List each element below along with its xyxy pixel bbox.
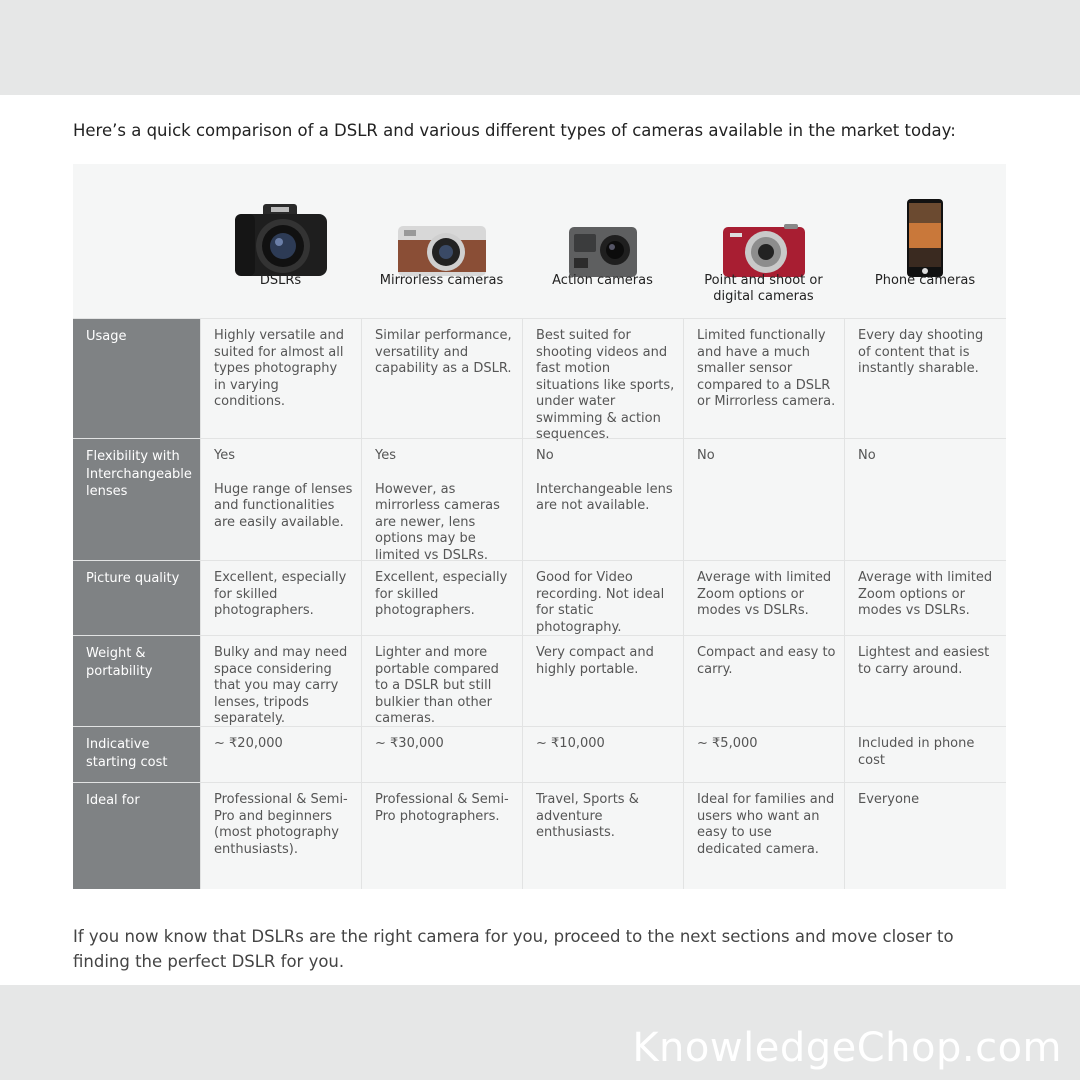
cell-text: Travel, Sports & adventure enthusiasts. (536, 792, 639, 840)
outro-text: If you now know that DSLRs are the right camera for you, proceed to the next sections and move closer to finding the perfect DSLR for you. (73, 927, 954, 971)
top-band (0, 0, 1080, 95)
column-header-action (522, 164, 683, 318)
cell-text: Best suited for shooting videos and fast motion situations like sports, under water swimming & action sequences. (536, 328, 675, 442)
table-cell (361, 783, 522, 889)
column-label: Action cameras (552, 273, 653, 288)
row-label: Picture quality (73, 561, 200, 635)
cell-text: Everyone (858, 792, 920, 807)
mirrorless-camera-icon (396, 222, 488, 278)
table-row-weight (73, 635, 1006, 726)
table-cell (683, 319, 844, 438)
cell-text: ~ ₹20,000 (214, 736, 283, 751)
column-label: DSLRs (259, 273, 302, 288)
cell-text: ~ ₹5,000 (697, 736, 758, 751)
table-cell (683, 561, 844, 635)
cell-text: Similar performance, versatility and capability as a DSLR. (375, 328, 512, 376)
cell-text: Excellent, especially for skilled photographers. (214, 570, 347, 618)
table-cell (522, 439, 683, 560)
point-and-shoot-camera-icon (722, 224, 806, 278)
cell-text: Yes (375, 448, 396, 463)
column-label: Point and shoot or digital cameras (704, 273, 823, 304)
table-cell (844, 727, 1006, 782)
cell-text: Professional & Semi-Pro and beginners (most photography enthusiasts). (214, 792, 348, 857)
article-content (0, 95, 1080, 985)
cell-text: Yes (214, 448, 235, 463)
table-cell (522, 636, 683, 726)
dslr-camera-icon (233, 202, 329, 278)
table-cell (200, 319, 361, 438)
table-cell (522, 561, 683, 635)
column-header-dslr (200, 164, 361, 318)
table-cell (200, 727, 361, 782)
table-cell (683, 439, 844, 560)
action-camera-icon (568, 226, 638, 278)
cell-text: Every day shooting of content that is instantly sharable. (858, 328, 984, 376)
table-cell (844, 561, 1006, 635)
cell-text: Interchangeable lens are not available. (536, 481, 673, 513)
table-row-usage (73, 318, 1006, 442)
cell-text: ~ ₹30,000 (375, 736, 444, 751)
table-cell (522, 319, 683, 442)
cell-text: Excellent, especially for skilled photographers. (375, 570, 508, 618)
column-label: Phone cameras (874, 273, 976, 288)
table-cell (683, 636, 844, 726)
table-cell (844, 439, 1006, 560)
column-header-point-and-shoot (683, 164, 844, 318)
table-cell (522, 783, 683, 889)
table-cell (683, 783, 844, 889)
table-cell (844, 783, 1006, 889)
row-label: Weight & portability (73, 636, 200, 726)
comparison-table (73, 164, 1006, 889)
cell-text: Included in phone cost (858, 736, 975, 768)
cell-text: Bulky and may need space considering that you may carry lenses, tripods separately. (214, 645, 348, 726)
watermark: KnowledgeChop.com (632, 1025, 1062, 1071)
table-cell (200, 783, 361, 889)
table-cell (361, 636, 522, 726)
table-cell (844, 319, 1006, 438)
cell-text: Highly versatile and suited for almost all types photography in varying conditions. (214, 328, 344, 409)
cell-text: Good for Video recording. Not ideal for static photography. (536, 570, 665, 635)
cell-text: No (858, 448, 876, 463)
column-header-phone (844, 164, 1006, 318)
cell-text: However, as mirrorless cameras are newer, lens options may be limited vs DSLRs. (375, 481, 500, 563)
cell-text: Very compact and highly portable. (536, 645, 654, 677)
row-label: Indicative starting cost (73, 727, 200, 782)
table-cell (361, 727, 522, 782)
table-cell (200, 636, 361, 726)
cell-text: Average with limited Zoom options or modes vs DSLRs. (697, 570, 832, 618)
table-cell (361, 319, 522, 438)
table-row-flexibility (73, 438, 1006, 563)
table-cell (844, 636, 1006, 726)
table-row-picture-quality (73, 560, 1006, 635)
cell-text: Huge range of lenses and functionalities are easily available. (214, 481, 353, 530)
cell-text: ~ ₹10,000 (536, 736, 605, 751)
column-label: Mirrorless cameras (379, 273, 504, 288)
table-header-row (73, 164, 1006, 318)
table-cell (361, 561, 522, 635)
cell-text: Average with limited Zoom options or modes vs DSLRs. (858, 570, 993, 618)
row-label: Flexibility with Interchangeable lenses (73, 439, 200, 560)
cell-text: Professional & Semi-Pro photographers. (375, 792, 509, 824)
intro-text: Here’s a quick comparison of a DSLR and various different types of cameras available in the market today: (73, 121, 956, 140)
phone-camera-icon (906, 198, 944, 278)
table-cell (683, 727, 844, 782)
row-label: Usage (73, 319, 200, 438)
cell-text: Ideal for families and users who want an easy to use dedicated camera. (697, 792, 835, 857)
cell-text: No (536, 448, 554, 463)
cell-text: Lighter and more portable compared to a DSLR but still bulkier than other cameras. (375, 645, 499, 726)
table-cell (361, 439, 522, 563)
table-cell (522, 727, 683, 782)
table-row-ideal-for (73, 782, 1006, 889)
table-cell (200, 561, 361, 635)
cell-text: Lightest and easiest to carry around. (858, 645, 990, 677)
cell-text: Limited functionally and have a much smaller sensor compared to a DSLR or Mirrorless camera. (697, 328, 836, 409)
column-header-mirrorless (361, 164, 522, 318)
table-cell (200, 439, 361, 560)
table-row-cost (73, 726, 1006, 782)
cell-text: No (697, 448, 715, 463)
row-label: Ideal for (73, 783, 200, 889)
cell-text: Compact and easy to carry. (697, 645, 836, 677)
